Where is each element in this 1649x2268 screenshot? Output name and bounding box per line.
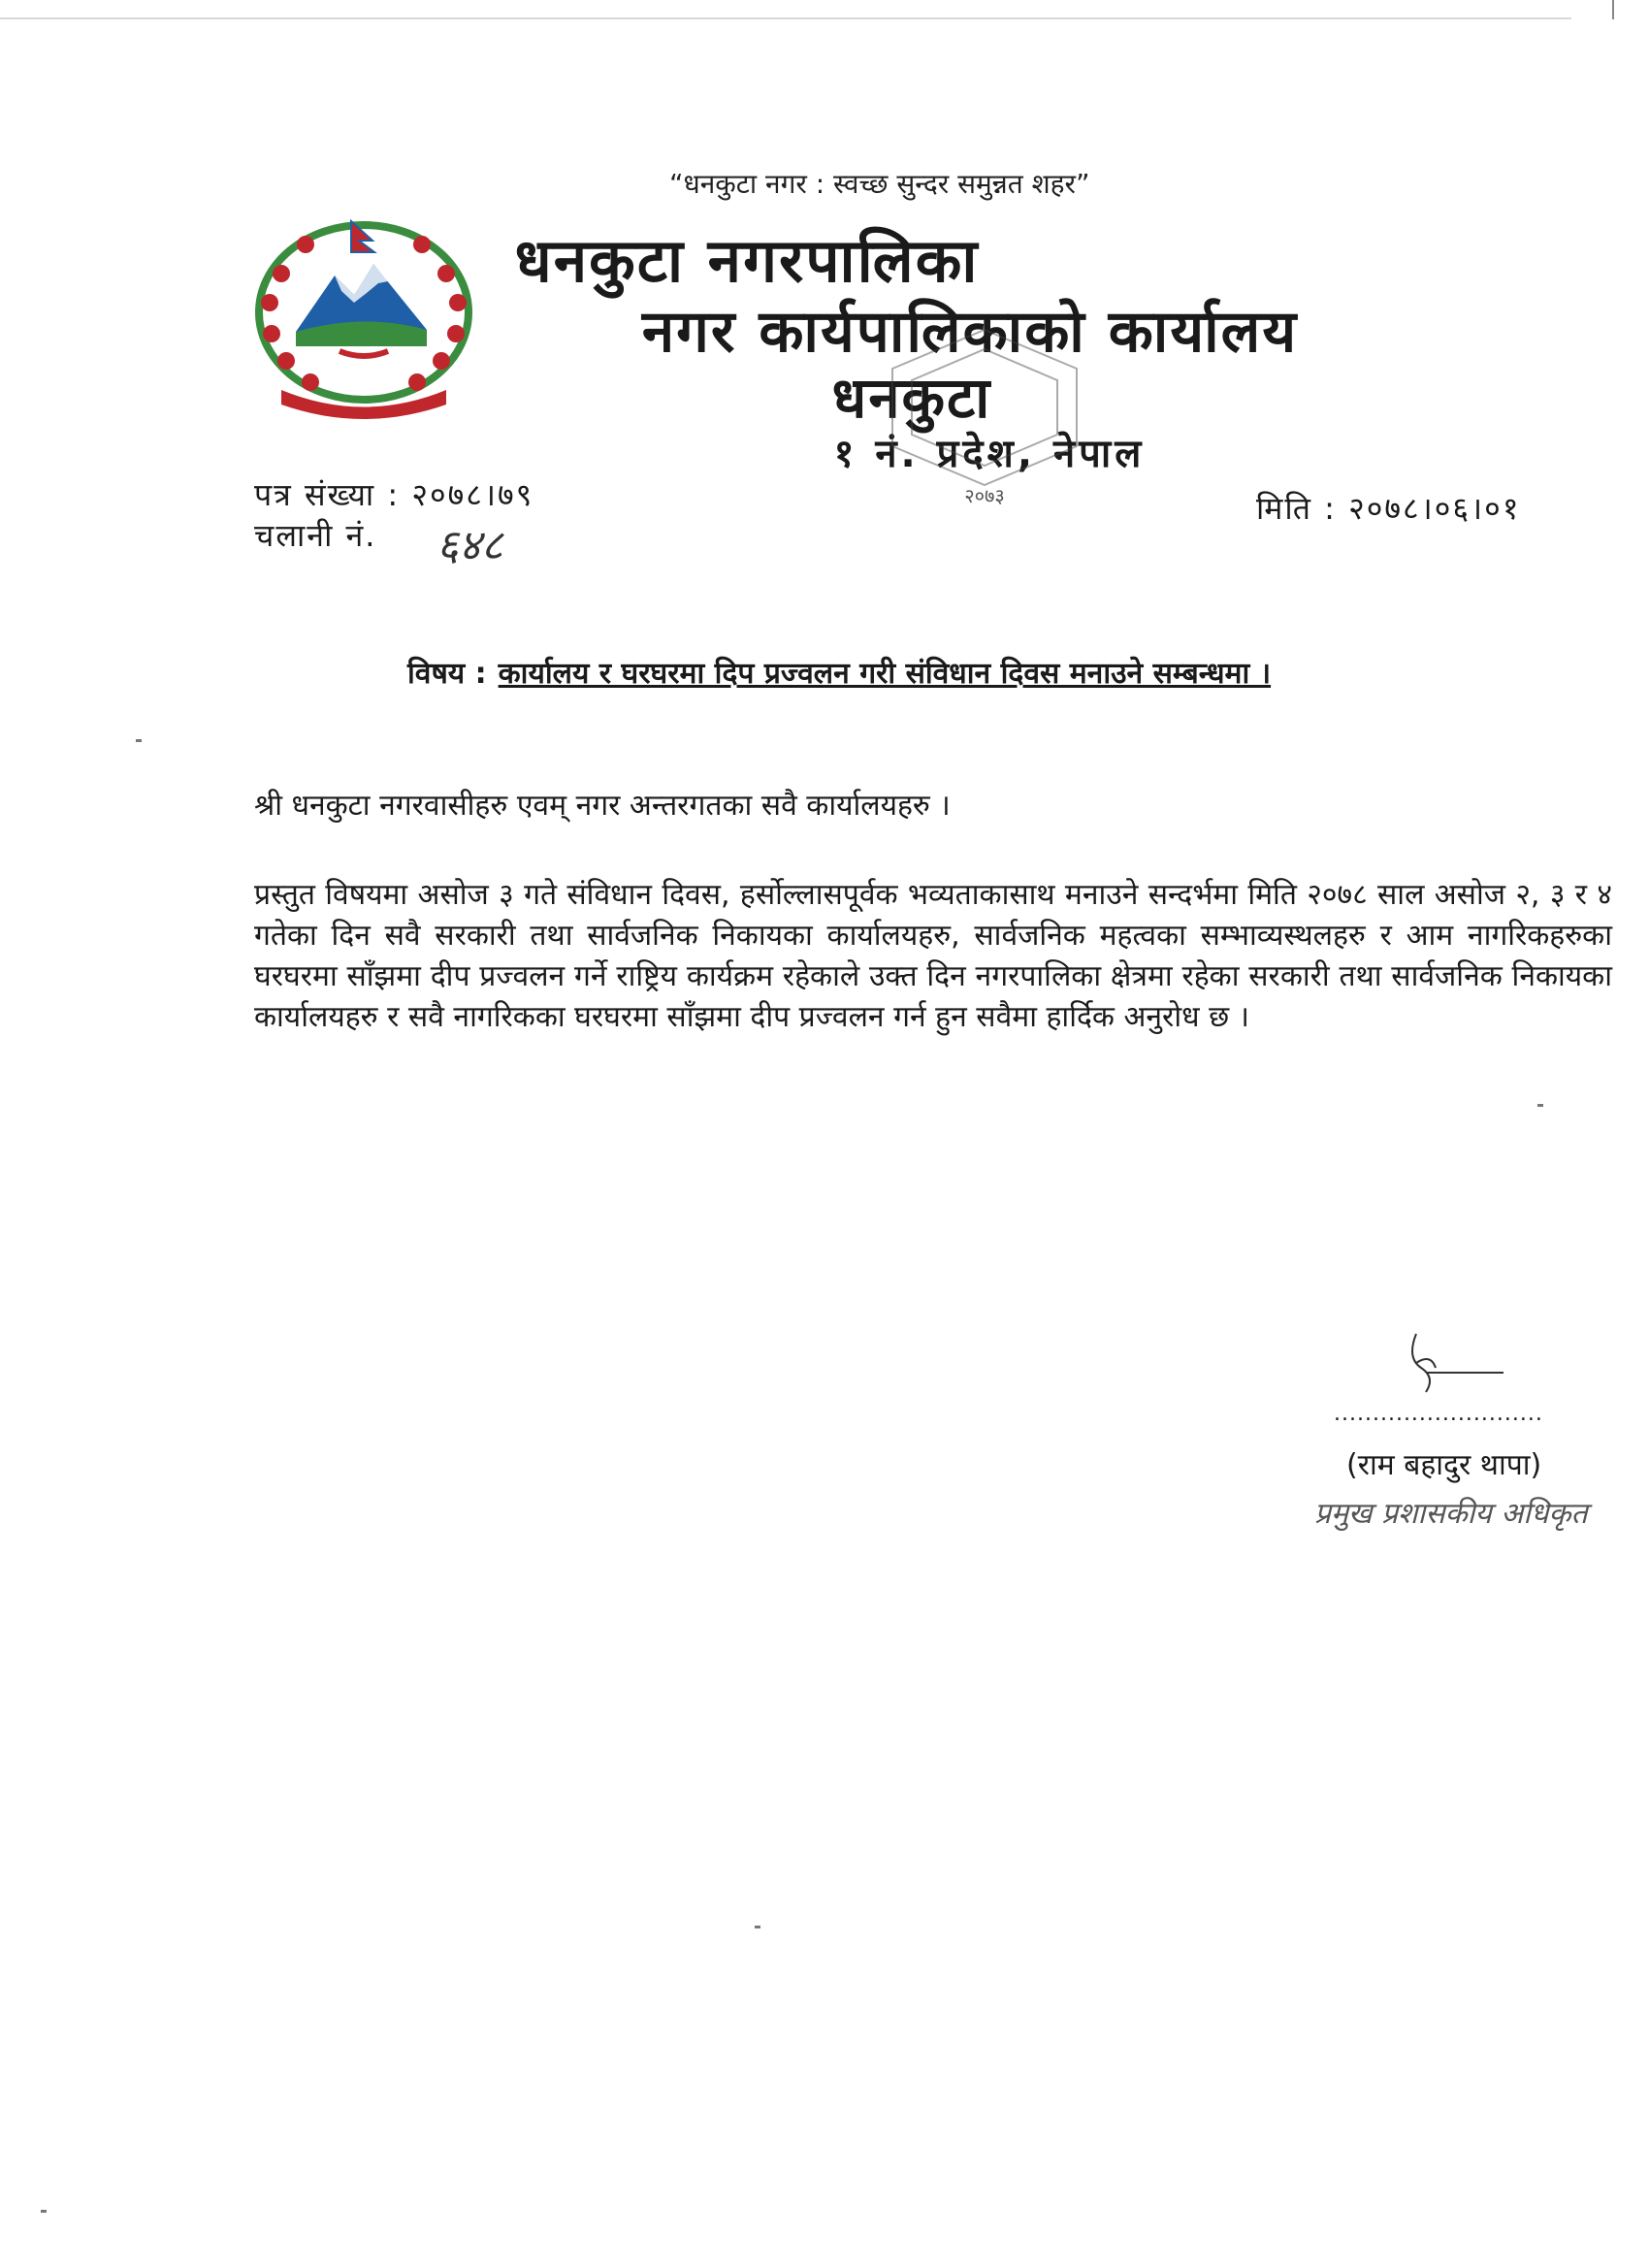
signer-name: (राम बहादुर थापा) — [1346, 1448, 1542, 1482]
office-stamp — [854, 310, 1116, 504]
scan-speck — [755, 1926, 760, 1928]
signer-designation: प्रमुख प्रशासकीय अधिकृत — [1314, 1497, 1588, 1531]
stamp-number: २०७३ — [964, 484, 1005, 504]
district-name: धनकुटा — [831, 365, 992, 431]
salutation: श्री धनकुटा नगरवासीहरु एवम् नगर अन्तरगतका सवै कार्यालयहरु । — [254, 789, 951, 823]
body-paragraph: प्रस्तुत विषयमा असोज ३ गते संविधान दिवस, हर्सोल्लासपूर्वक भव्यताकासाथ मनाउने सन्दर्भमा मिति २०७८ साल असोज २, ३ र ४ गतेका दिन सवै सरकारी तथा सार्वजनिक निकायका कार्यालयहरु, सार्वजनिक महत्वका सम्भाव्यस्थलहरु र आम नागरिकहरुका घरघरमा साँझमा दीप प्रज्वलन गर्ने राष्ट्रिय कार्यक्रम रहेकाले उक्त दिन नगरपालिका क्षेत्रमा रहेका सरकारी तथा सार्वजनिक निकायका कार्यालयहरु र सवै नागरिकका घरघरमा साँझमा दीप प्रज्वलन गर्न हुन सवैमा हार्दिक अनुरोध छ । — [254, 878, 1612, 1034]
subject-label: विषय : — [407, 657, 487, 691]
emblem-banner — [281, 390, 446, 419]
scan-speck — [1537, 1104, 1543, 1107]
dispatch-number-handwritten: ६४८ — [436, 521, 503, 570]
subject-line — [407, 652, 1271, 692]
scan-edge-mark — [1612, 0, 1614, 19]
signature-line: ........................... — [1334, 1402, 1543, 1426]
letter-reference-number: पत्र संख्या : २०७८।७९ — [254, 476, 534, 513]
province-country: १ नं. प्रदेश, नेपाल — [833, 432, 1146, 476]
municipality-name: धनकुटा नगरपालिका — [514, 225, 980, 296]
office-name: नगर कार्यपालिकाको कार्यालय — [641, 298, 1299, 366]
handshake-icon — [340, 351, 388, 356]
letter-date: मिति : २०७८।०६।०१ — [1256, 490, 1521, 527]
signature-icon — [1397, 1324, 1513, 1402]
municipality-motto: “धनकुटा नगर : स्वच्छ सुन्दर समुन्नत शहर” — [669, 168, 1090, 200]
scan-speck — [136, 739, 142, 742]
subject-text: कार्यालय र घरघरमा दिप प्रज्वलन गरी संविधान दिवस मनाउने सम्बन्धमा । — [498, 657, 1272, 691]
scan-border-line — [0, 17, 1571, 19]
scan-speck — [41, 2210, 47, 2213]
dispatch-number-label: चलानी नं. — [254, 517, 377, 554]
